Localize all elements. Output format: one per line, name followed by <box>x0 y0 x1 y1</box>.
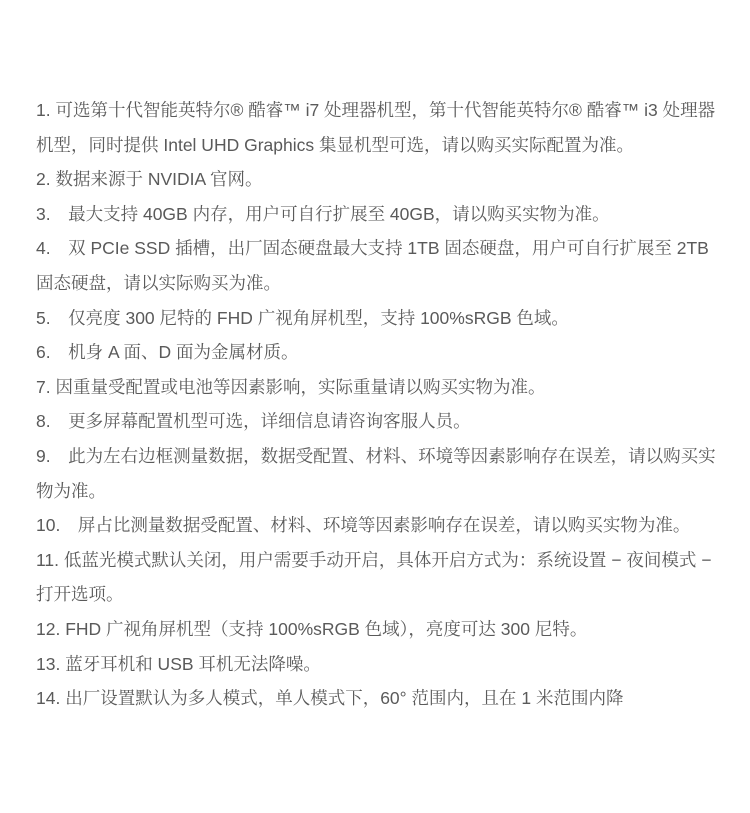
footnote-13: 13. 蓝牙耳机和 USB 耳机无法降噪。 <box>36 653 321 674</box>
footnote-7: 7. 因重量受配置或电池等因素影响，实际重量请以购买实物为准。 <box>36 376 546 397</box>
footnote-5: 5. 仅亮度 300 尼特的 FHD 广视角屏机型，支持 100%sRGB 色域。 <box>36 307 569 328</box>
footnote-14: 14. 出厂设置默认为多人模式，单人模式下，60° 范围内，且在 1 米范围内降 <box>36 688 624 709</box>
footnote-9: 9. 此为左右边框测量数据，数据受配置、材料、环境等因素影响存在误差，请以购买实物为准。 <box>36 445 716 501</box>
footnote-1: 1. 可选第十代智能英特尔® 酷睿™ i7 处理器机型，第十代智能英特尔® 酷睿™ i3 处理器机型，同时提供 Intel UHD Graphics 集显机型可选，请以购买实际配置为准。 <box>36 100 716 155</box>
footnote-11: 11. 低蓝光模式默认关闭，用户需要手动开启，具体开启方式为：系统设置 − 夜间模式 − 打开选项。 <box>36 549 712 605</box>
footnote-3: 3. 最大支持 40GB 内存，用户可自行扩展至 40GB，请以购买实物为准。 <box>36 203 610 224</box>
footnote-4: 4. 双 PCIe SSD 插槽，出厂固态硬盘最大支持 1TB 固态硬盘，用户可自行扩展至 2TB 固态硬盘，请以实际购买为准。 <box>36 238 709 293</box>
footnote-2: 2. 数据来源于 NVIDIA 官网。 <box>36 169 263 190</box>
footnote-10: 10. 屏占比测量数据受配置、材料、环境等因素影响存在误差，请以购买实物为准。 <box>36 515 691 536</box>
footnote-12: 12. FHD 广视角屏机型（支持 100%sRGB 色域），亮度可达 300 尼特。 <box>36 618 588 639</box>
footnote-6: 6. 机身 A 面、D 面为金属材质。 <box>36 342 299 363</box>
footnote-8: 8. 更多屏幕配置机型可选，详细信息请咨询客服人员。 <box>36 411 471 432</box>
footnotes-list <box>36 93 726 716</box>
